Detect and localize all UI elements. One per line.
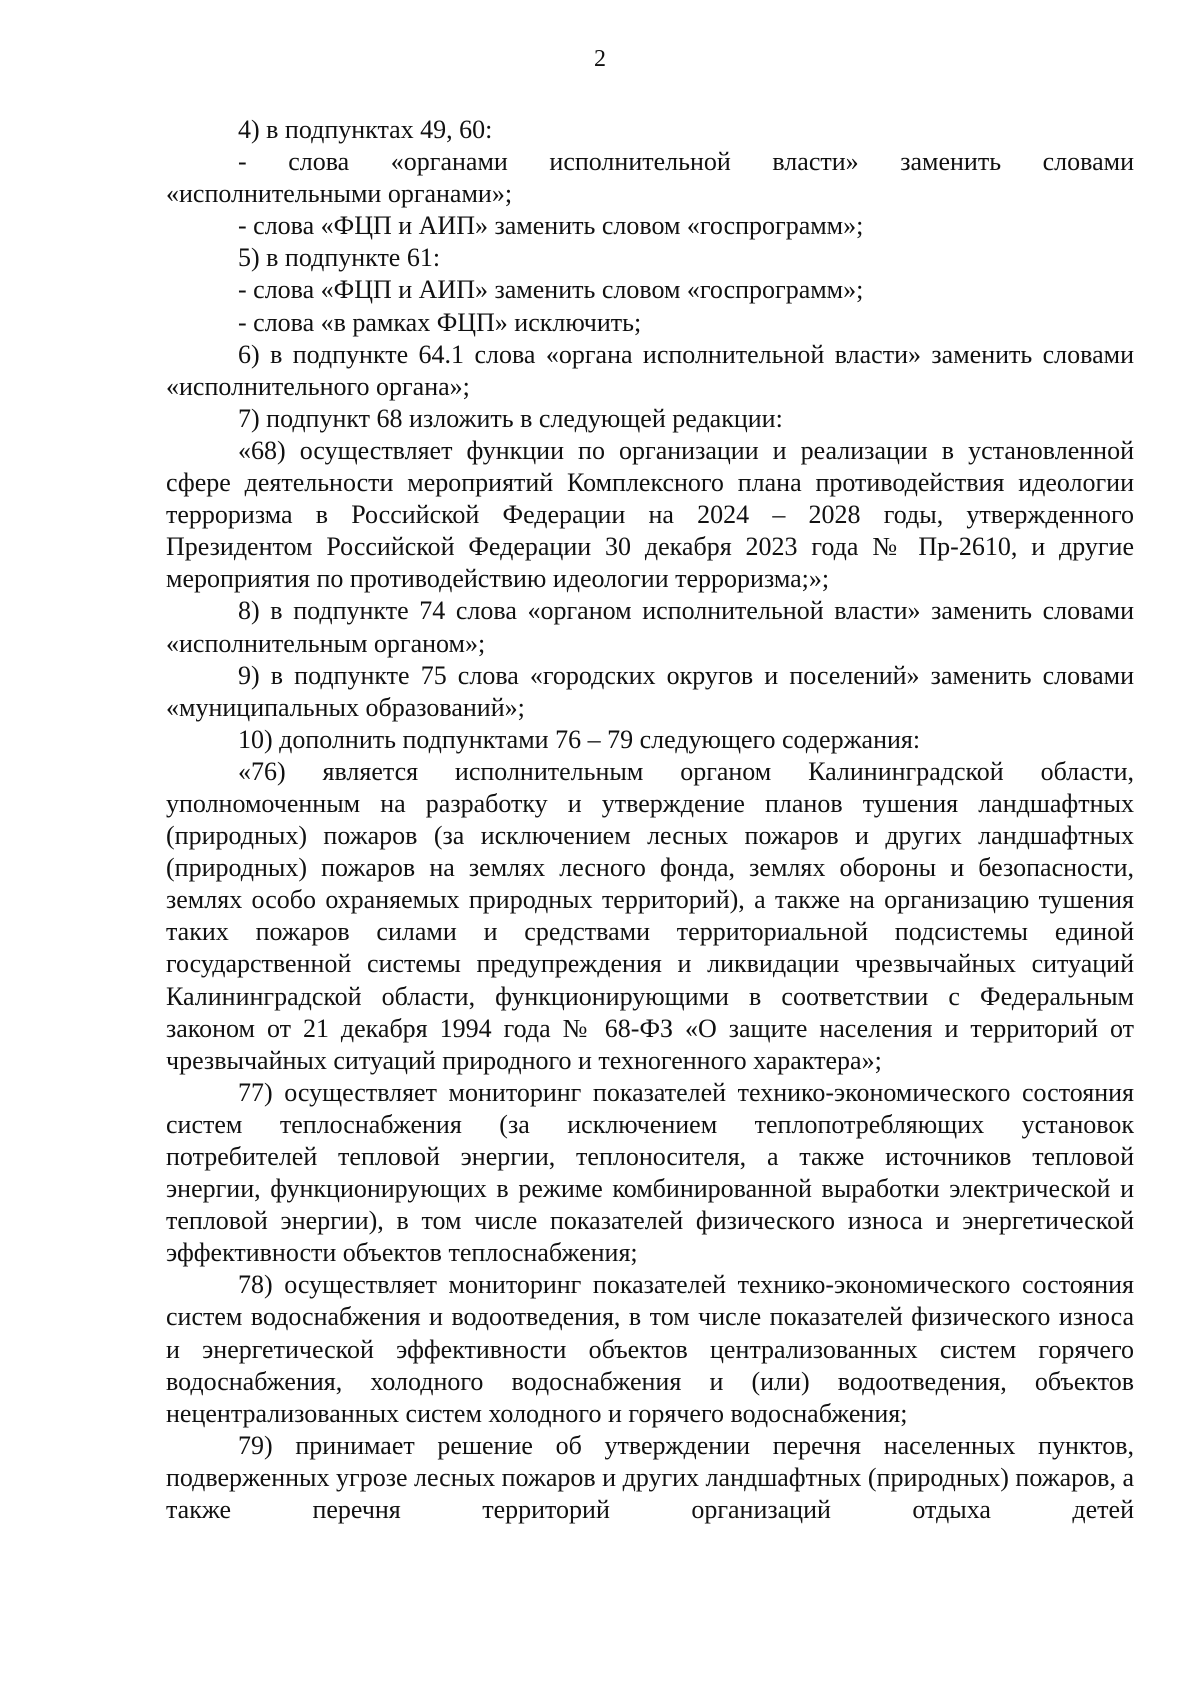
paragraph-subitem-76: «76) является исполнительным органом Калининградской области, уполномоченным на разработку и утверждение планов тушения ландшафтных (природных) пожаров (за исключением лесных пожаров и других ландшафтных (природных) пожаров на землях лесного фонда, землях обороны и безопасности, землях особо охраняемых природных территорий), а также на организацию тушения таких пожаров силами и средствами территориальной подсистемы единой государственной системы предупреждения и ликвидации чрезвычайных ситуаций Калининградской области, функционирующими в соответствии с Федеральным законом от 21 декабря 1994 года № 68-ФЗ «О защите населения и территорий от чрезвычайных ситуаций природного и техногенного характера»; bbox=[166, 756, 1134, 1075]
paragraph-item-6: 6) в подпункте 64.1 слова «органа исполнительной власти» заменить словами «исполнительного органа»; bbox=[166, 339, 1134, 401]
paragraph-dash-replace-bodies: - слова «органами исполнительной власти» заменить словами «исполнительными органами»; bbox=[166, 147, 1134, 209]
paragraph-item-8: 8) в подпункте 74 слова «органом исполнительной власти» заменить словами «исполнительным органом»; bbox=[166, 596, 1134, 658]
paragraph-dash-replace-fcp: - слова «ФЦП и АИП» заменить словом «госпрограмм»; bbox=[238, 211, 864, 241]
paragraph-subitem-78: 78) осуществляет мониторинг показателей технико-экономического состояния систем водоснабжения и водоотведения, в том числе показателей физического износа и энергетической эффективности объектов централизованных систем горячего водоснабжения, холодного водоснабжения и (или) водоотведения, объектов нецентрализованных систем холодного и горячего водоснабжения; bbox=[166, 1270, 1134, 1428]
paragraph-item-4: 4) в подпунктах 49, 60: bbox=[238, 115, 493, 144]
paragraph-item-7: 7) подпункт 68 изложить в следующей редакции: bbox=[238, 403, 783, 433]
paragraph-item-5: 5) в подпункте 61: bbox=[238, 243, 441, 273]
page-number: 2 bbox=[594, 46, 606, 72]
paragraph-dash-exclude-fcp: - слова «в рамках ФЦП» исключить; bbox=[238, 307, 642, 337]
paragraph-subitem-77: 77) осуществляет мониторинг показателей технико-экономического состояния систем теплоснабжения (за исключением теплопотребляющих установок потребителей тепловой энергии, теплоносителя, а также источников тепловой энергии, функционирующих в режиме комбинированной выработки электрической и тепловой энергии), в том числе показателей физического износа и энергетической эффективности объектов теплоснабжения; bbox=[166, 1077, 1134, 1268]
paragraph-subitem-68: «68) осуществляет функции по организации и реализации в установленной сфере деятельности мероприятий Комплексного плана противодействия идеологии терроризма в Российской Федерации на 2024 – 2028 годы, утвержденного Президентом Российской Федерации 30 декабря 2023 года № Пр-2610, и другие мероприятия по противодействию идеологии терроризма;»; bbox=[166, 435, 1134, 594]
paragraph-item-9: 9) в подпункте 75 слова «городских округов и поселений» заменить словами «муниципальных образований»; bbox=[166, 660, 1134, 722]
paragraph-item-10: 10) дополнить подпунктами 76 – 79 следующего содержания: bbox=[238, 724, 921, 754]
paragraph-dash-replace-fcp-2: - слова «ФЦП и АИП» заменить словом «госпрограмм»; bbox=[238, 275, 864, 305]
paragraph-subitem-79: 79) принимает решение об утверждении перечня населенных пунктов, подверженных угрозе лесных пожаров и других ландшафтных (природных) пожаров, а также перечня территорий организаций отдыха детей bbox=[166, 1430, 1134, 1525]
document-body bbox=[166, 114, 1134, 1526]
